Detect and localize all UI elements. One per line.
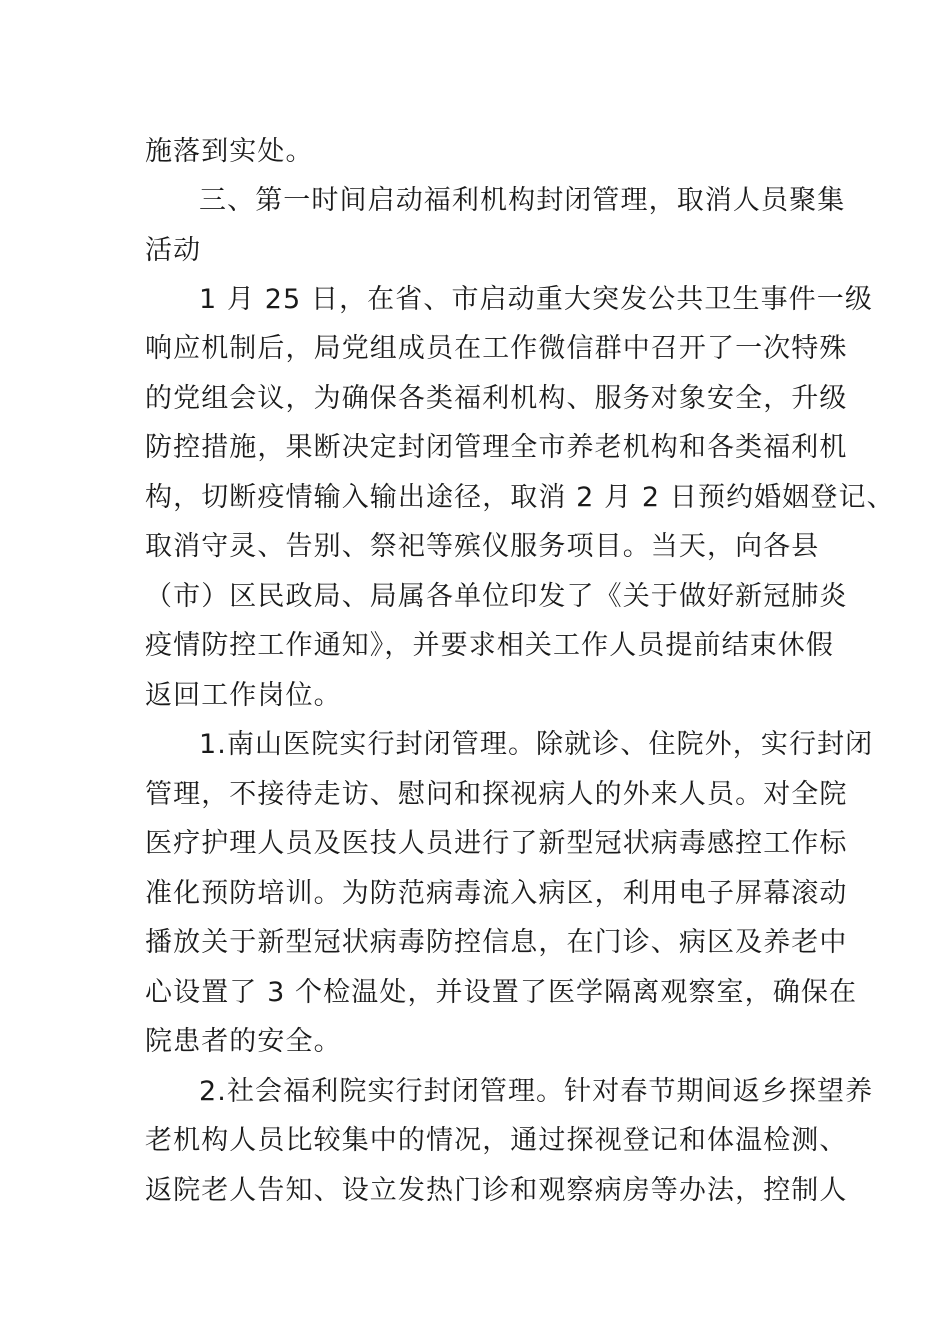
text-line: 防控措施，果断决定封闭管理全市养老机构和各类福利机 [145,432,848,463]
section-heading: 三、第一时间启动福利机构封闭管理，取消人员聚集 [199,185,846,216]
text-line: 老机构人员比较集中的情况，通过探视登记和体温检测、 [145,1125,848,1156]
text-line: 2.社会福利院实行封闭管理。针对春节期间返乡探望养 [199,1076,874,1107]
text-line: 播放关于新型冠状病毒防控信息，在门诊、病区及养老中 [145,927,848,958]
section-heading-cont: 活动 [145,235,202,266]
text-line: 管理，不接待走访、慰问和探视病人的外来人员。对全院 [145,779,848,810]
text-line: 构，切断疫情输入输出途径，取消 2 月 2 日预约婚姻登记、 [145,482,895,513]
text-line: 院患者的安全。 [145,1026,342,1057]
text-line: 取消守灵、告别、祭祀等殡仪服务项目。当天，向各县 [145,531,820,562]
text-line: 返院老人告知、设立发热门诊和观察病房等办法，控制人 [145,1175,848,1206]
text-line: 响应机制后，局党组成员在工作微信群中召开了一次特殊 [145,333,848,364]
text-line: 准化预防培训。为防范病毒流入病区，利用电子屏幕滚动 [145,878,848,909]
text-line: 心设置了 3 个检温处，并设置了医学隔离观察室，确保在 [145,977,858,1008]
text-line: 返回工作岗位。 [145,680,342,711]
text-line: 医疗护理人员及医技人员进行了新型冠状病毒感控工作标 [145,828,848,859]
text-line: 1 月 25 日，在省、市启动重大突发公共卫生事件一级 [199,284,873,315]
text-line: 疫情防控工作通知》，并要求相关工作人员提前结束休假 [145,630,834,661]
text-line: 1.南山医院实行封闭管理。除就诊、住院外，实行封闭 [199,729,874,760]
text-line: （市）区民政局、局属各单位印发了《关于做好新冠肺炎 [145,581,848,612]
text-line: 施落到实处。 [145,136,314,167]
text-line: 的党组会议，为确保各类福利机构、服务对象安全，升级 [145,383,848,414]
